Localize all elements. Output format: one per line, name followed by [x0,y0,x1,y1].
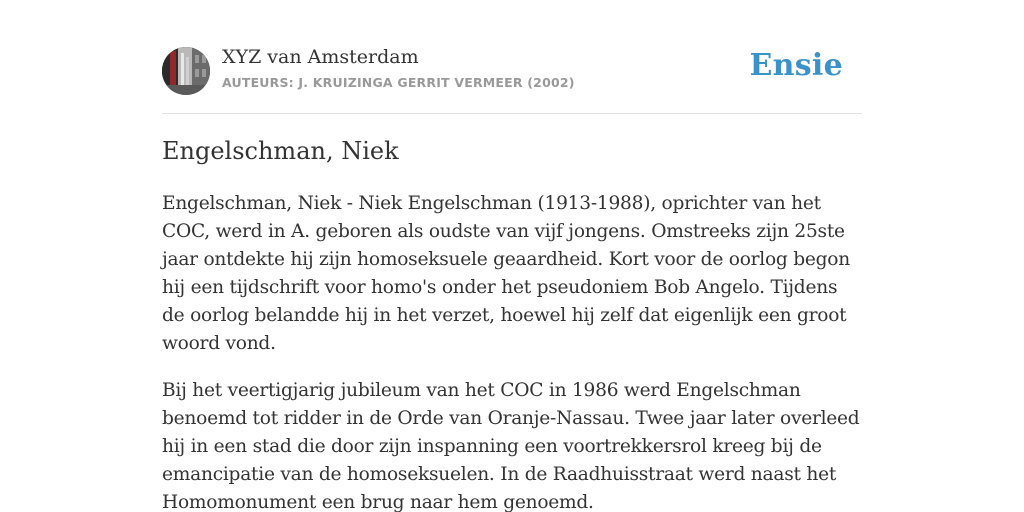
entry-paragraph: Engelschman, Niek - Niek Engelschman (1913-1988), oprichter van het COC, werd in A. geboren als oudste van vijf jongens. Omstreeks zijn 25ste jaar ontdekte hij zijn homoseksuele geaardheid. Kort voor de oorlog begon hij een tijdschrift voor homo's onder het pseudoniem Bob Angelo. Tijdens de oorlog belandde hij in het verzet, hoewel hij zelf dat eigenlijk een groot woord vond. [162,193,850,354]
entry-body [162,190,862,512]
entry-title: Engelschman, Niek [162,137,399,165]
header-divider [162,113,862,114]
entry-paragraph: Bij het veertigjarig jubileum van het COC in 1986 werd Engelschman benoemd tot ridder in de Orde van Oranje-Nassau. Twee jaar later overleed hij in een stad die door zijn inspanning een voortrekkersrol kreeg bij de emancipatie van de homoseksuelen. In de Raadhuisstraat werd naast het Homomonument een brug naar hem genoemd. [162,380,860,512]
source-authors: AUTEURS: J. KRUIZINGA GERRIT VERMEER (2002) [222,75,575,90]
source-title[interactable]: XYZ van Amsterdam [222,46,419,68]
source-header [162,45,862,97]
street-photo-icon [162,47,210,95]
ensie-logo[interactable]: Ensie [749,48,843,83]
source-avatar[interactable] [162,47,210,95]
